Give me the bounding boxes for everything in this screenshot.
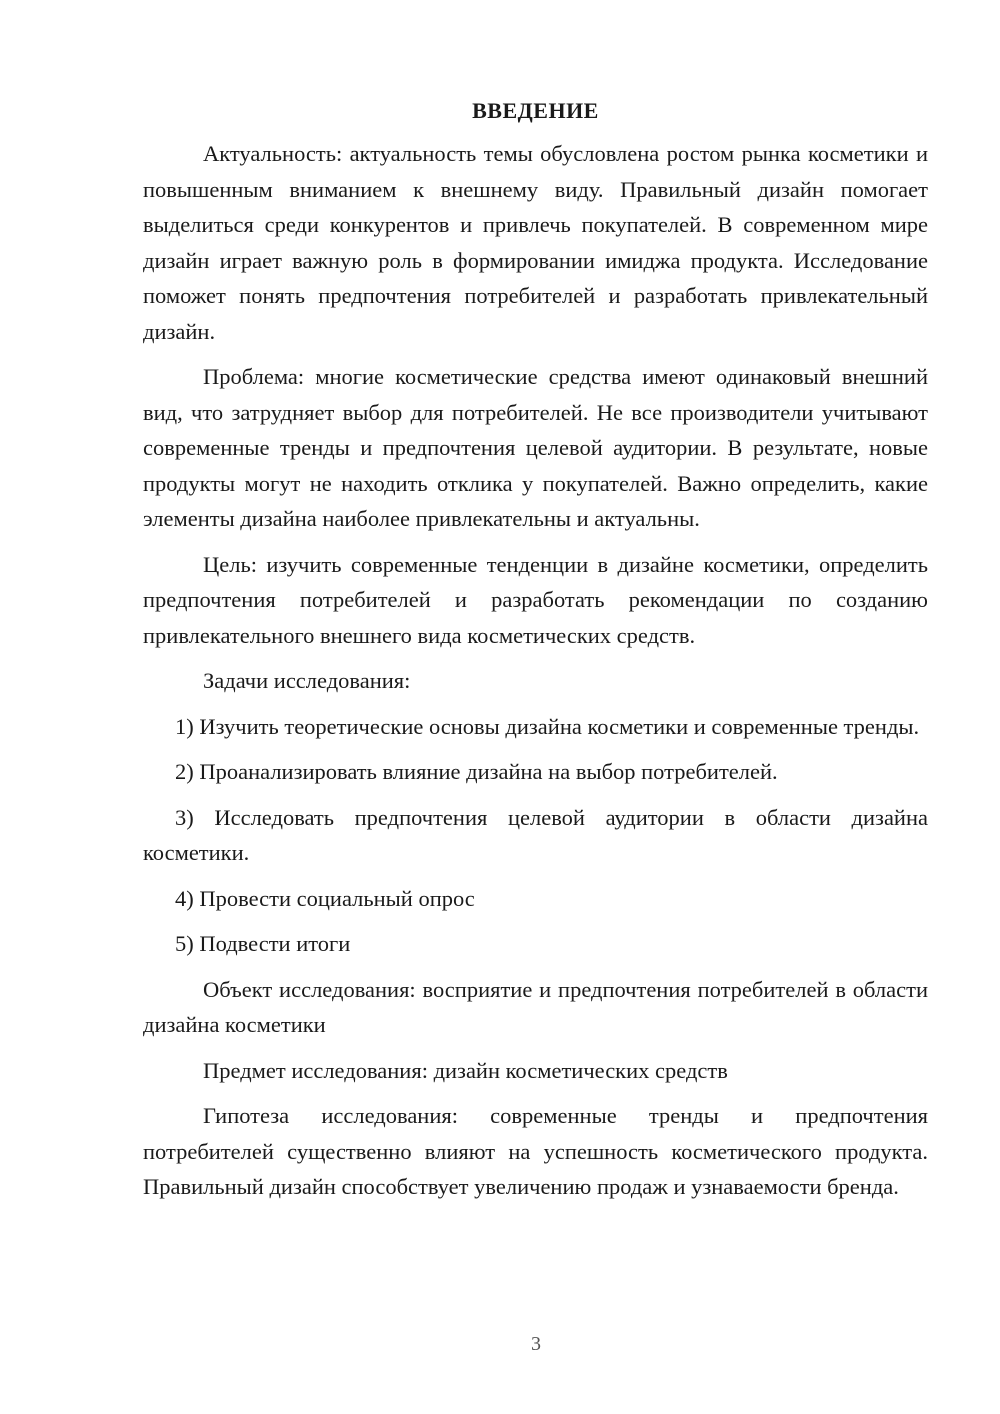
page-title: ВВЕДЕНИЕ — [472, 98, 599, 123]
task-item-4: 4) Провести социальный опрос — [175, 885, 475, 911]
goal-paragraph: Цель: изучить современные тенденции в дизайне косметики, определить предпочтения потребителей и разработать рекомендации по созданию привлекательного внешнего вида косметических средств. — [143, 551, 928, 648]
problem-paragraph: Проблема: многие косметические средства имеют одинаковый внешний вид, что затрудняет выбор для потребителей. Не все производители учитывают современные тренды и предпочтения целевой аудитории. В результате, новые продукты могут не находить отклика у покупателей. Важно определить, какие элементы дизайна наиболее привлекательны и актуальны. — [143, 364, 928, 531]
task-item-5: 5) Подвести итоги — [175, 931, 351, 956]
document-page — [143, 96, 928, 1215]
object-paragraph: Объект исследования: восприятие и предпочтения потребителей в области дизайна косметики — [143, 976, 928, 1037]
tasks-title: Задачи исследования: — [203, 668, 411, 693]
page-number: 3 — [531, 1333, 541, 1355]
hypothesis-paragraph: Гипотеза исследования: современные тренды и предпочтения потребителей существенно влияют на успешность косметического продукта. Правильный дизайн способствует увеличению продаж и узнаваемости бренда. — [143, 1103, 928, 1199]
subject-paragraph: Предмет исследования: дизайн косметических средств — [203, 1057, 728, 1083]
task-item-2: 2) Проанализировать влияние дизайна на выбор потребителей. — [175, 759, 778, 784]
task-item-3: 3) Исследовать предпочтения целевой аудитории в области дизайна косметики. — [143, 804, 928, 865]
task-item-1: 1) Изучить теоретические основы дизайна косметики и современные тренды. — [175, 713, 920, 739]
relevance-paragraph: Актуальность: актуальность темы обусловлена ростом рынка косметики и повышенным вниманием к внешнему виду. Правильный дизайн помогает выделиться среди конкурентов и привлечь покупателей. В современном мире дизайн играет важную роль в формировании имиджа продукта. Исследование поможет понять предпочтения потребителей и разработать привлекательный дизайн. — [143, 141, 928, 344]
